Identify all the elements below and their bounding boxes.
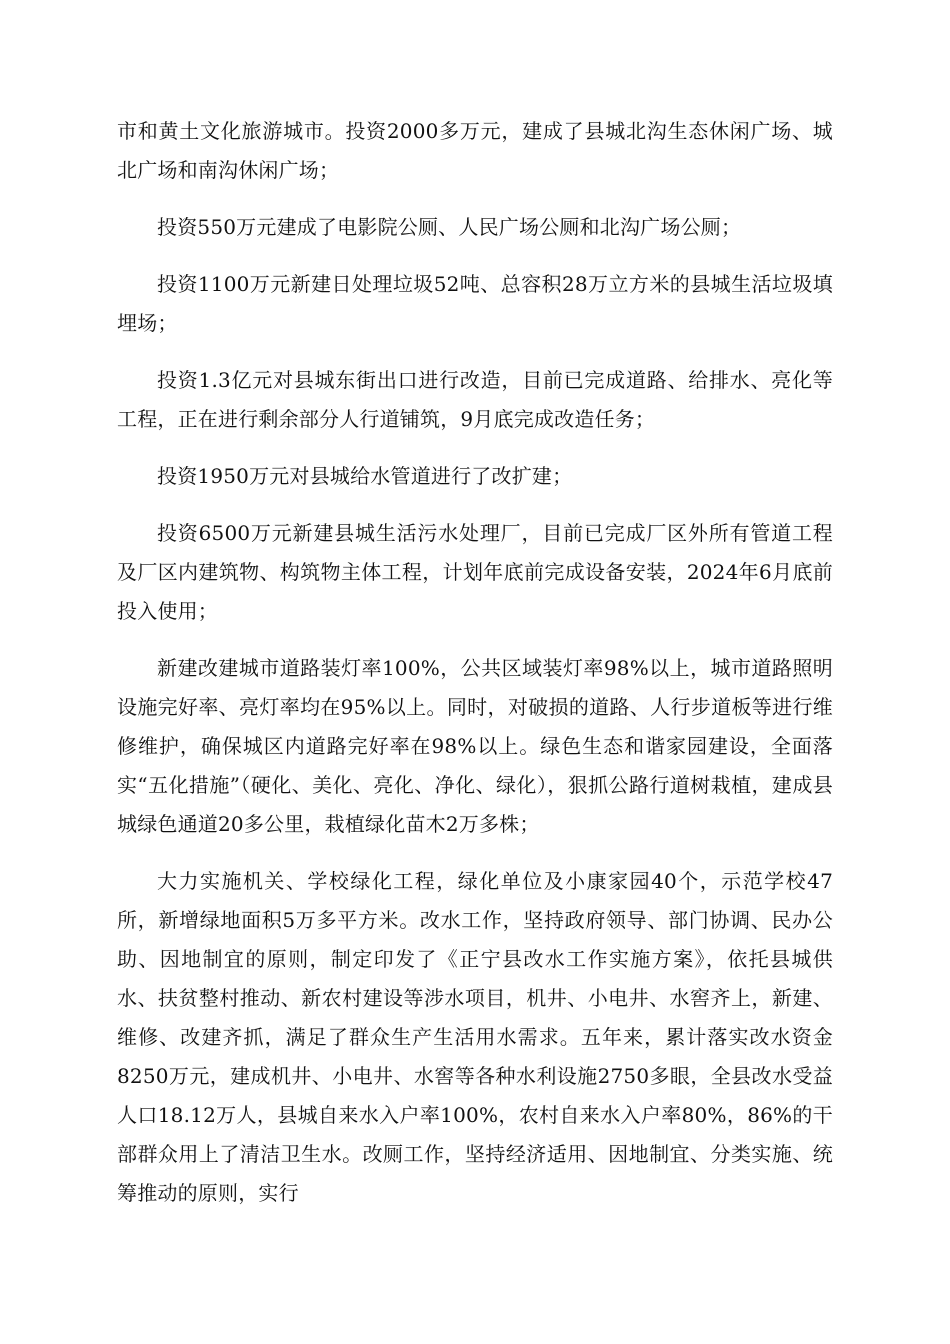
paragraph-4: 投资1.3亿元对县城东街出口进行改造，目前已完成道路、给排水、亮化等工程，正在进行剩余部分人行道铺筑，9月底完成改造任务； (117, 368, 833, 431)
document-page (117, 112, 833, 1231)
paragraph-5: 投资1950万元对县城给水管道进行了改扩建； (157, 464, 573, 488)
paragraph-8: 大力实施机关、学校绿化工程，绿化单位及小康家园40个，示范学校47所，新增绿地面积5万多平方米。改水工作，坚持政府领导、部门协调、民办公助、因地制宜的原则，制定印发了《正宁县改水工作实施方案》，依托县城供水、扶贫整村推动、新农村建设等涉水项目，机井、小电井、水窖齐上，新建、维修、改建齐抓，满足了群众生产生活用水需求。五年来，累计落实改水资金8250万元，建成机井、小电井、水窖等各种水利设施2750多眼，全县改水受益人口18.12万人，县城自来水入户率100%，农村自来水入户率80%，86%的干部群众用上了清洁卫生水。改厕工作，坚持经济适用、因地制宜、分类实施、统筹推动的原则，实行 (117, 869, 833, 1205)
paragraph-3: 投资1100万元新建日处理垃圾52吨、总容积28万立方米的县城生活垃圾填埋场； (117, 272, 833, 335)
paragraph-1: 市和黄土文化旅游城市。投资2000多万元，建成了县城北沟生态休闲广场、城北广场和南沟休闲广场； (117, 119, 833, 182)
paragraph-6: 投资6500万元新建县城生活污水处理厂，目前已完成厂区外所有管道工程及厂区内建筑物、构筑物主体工程，计划年底前完成设备安装，2024年6月底前投入使用； (117, 521, 833, 623)
paragraph-7: 新建改建城市道路装灯率100%，公共区域装灯率98%以上，城市道路照明设施完好率、亮灯率均在95%以上。同时，对破损的道路、人行步道板等进行维修维护，确保城区内道路完好率在98%以上。绿色生态和谐家园建设，全面落实“五化措施”（硬化、美化、亮化、净化、绿化），狠抓公路行道树栽植，建成县城绿色通道20多公里，栽植绿化苗木2万多株； (117, 656, 833, 836)
paragraph-2: 投资550万元建成了电影院公厕、人民广场公厕和北沟广场公厕； (157, 215, 742, 239)
